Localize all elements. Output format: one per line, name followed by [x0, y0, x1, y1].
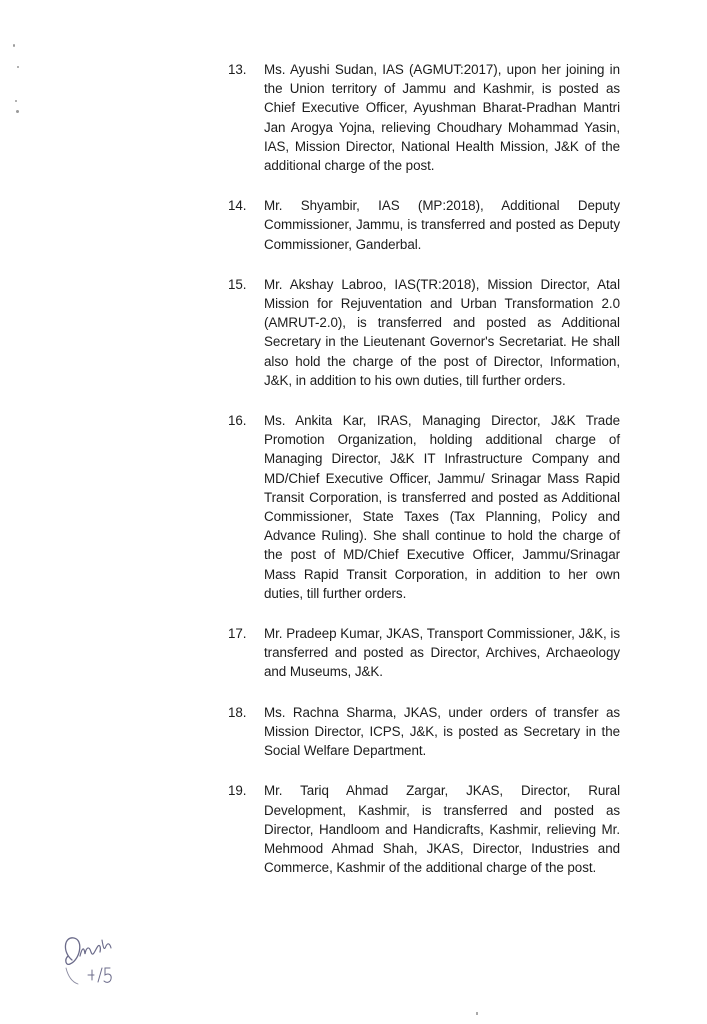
order-number: 17.	[228, 626, 247, 642]
order-text: Mr. Pradeep Kumar, JKAS, Transport Commissioner, J&K, is transferred and posted as Director, Archives, Archaeology and Museums, J&K.	[264, 626, 620, 680]
scan-speck	[17, 66, 19, 68]
order-item	[228, 624, 620, 682]
order-item	[228, 60, 620, 175]
scan-speck	[13, 44, 15, 47]
order-item	[228, 703, 620, 761]
order-item	[228, 196, 620, 254]
order-text: Mr. Tariq Ahmad Zargar, JKAS, Director, Rural Development, Kashmir, is transferred and posted as Director, Handloom and Handicrafts, Kashmir, relieving Mr. Mehmood Ahmad Shah, JKAS, Director, Industries and Commerce, Kashmir of the additional charge of the post.	[264, 783, 620, 876]
order-number: 18.	[228, 704, 247, 720]
scan-speck	[15, 100, 17, 102]
order-item	[228, 275, 620, 390]
order-number: 14.	[228, 198, 247, 214]
order-item	[228, 411, 620, 603]
order-number: 19.	[228, 783, 247, 799]
scan-speck	[476, 1012, 478, 1015]
scan-speck	[16, 110, 19, 113]
order-text: Mr. Akshay Labroo, IAS(TR:2018), Mission Director, Atal Mission for Rejuventation and Urban Transformation 2.0 (AMRUT-2.0), is transferred and posted as Additional Secretary in the Lieutenant Governor's Secretariat. He shall also hold the charge of the post of Director, Information, J&K, in addition to his own duties, till further orders.	[264, 276, 620, 388]
order-number: 15.	[228, 276, 247, 292]
order-number: 16.	[228, 413, 247, 429]
order-item	[228, 781, 620, 877]
order-text: Ms. Ayushi Sudan, IAS (AGMUT:2017), upon her joining in the Union territory of Jammu and Kashmir, is posted as Chief Executive Officer, Ayushman Bharat-Pradhan Mantri Jan Arogya Yojna, relieving Choudhary Mohammad Yasin, IAS, Mission Director, National Health Mission, J&K of the additional charge of the post.	[264, 62, 620, 174]
order-text: Ms. Rachna Sharma, JKAS, under orders of transfer as Mission Director, ICPS, J&K, is posted as Secretary in the Social Welfare Department.	[264, 704, 620, 759]
order-text: Ms. Ankita Kar, IRAS, Managing Director, J&K Trade Promotion Organization, holding additional charge of Managing Director, J&K IT Infrastructure Company and MD/Chief Executive Officer, Jammu/ Srinagar Mass Rapid Transit Corporation, is transferred and posted as Additional Commissioner, State Taxes (Tax Planning, Policy and Advance Ruling). She shall continue to hold the charge of the post of MD/Chief Executive Officer, Jammu/Srinagar Mass Rapid Transit Corporation, in addition to her own duties, till further orders.	[264, 413, 620, 601]
order-text: Mr. Shyambir, IAS (MP:2018), Additional Deputy Commissioner, Jammu, is transferred and posted as Deputy Commissioner, Ganderbal.	[264, 198, 620, 252]
order-number: 13.	[228, 62, 247, 77]
handwritten-initials-signature	[58, 930, 138, 990]
transfer-orders-list	[228, 60, 620, 877]
